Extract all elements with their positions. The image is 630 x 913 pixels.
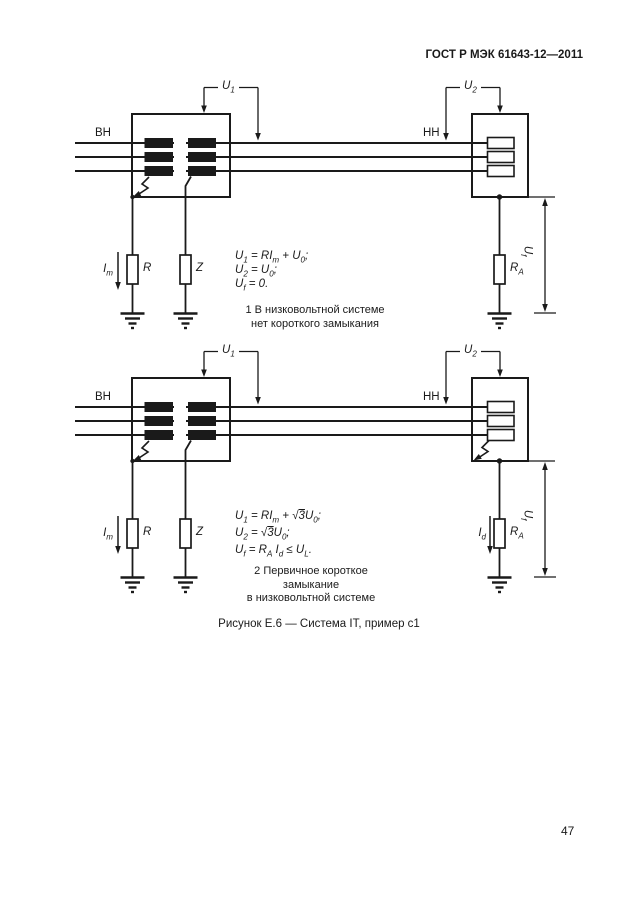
- page-number: 47: [561, 824, 575, 838]
- resistor-r-label: R: [143, 526, 152, 538]
- note-2-line1: 2 Первичное короткое замыкание: [254, 565, 368, 591]
- hv-side-label: ВН: [95, 391, 111, 403]
- resistor-ra-label: $R_A$: [510, 262, 524, 277]
- diagram1-linework: [75, 88, 556, 329]
- uf-dimension-label: $U_f$: [519, 245, 534, 257]
- im-current-label: $I_m$: [103, 527, 113, 542]
- current-arrow-id-icon: [487, 516, 493, 554]
- u1-voltage-label: $U_1$: [218, 344, 239, 360]
- formula-line: $U_2 = U_0$;: [235, 264, 277, 279]
- diagram2-linework: [75, 352, 556, 593]
- uf-dimension-label: $U_f$: [519, 509, 534, 521]
- hv-side-label: ВН: [95, 127, 111, 139]
- note-1-line2: нет короткого замыкания: [251, 317, 379, 330]
- note-2-line2: в низковольтной системе: [246, 592, 376, 604]
- formula-line: $U_1 = RI_m + U_0$;: [235, 250, 309, 265]
- formula-line: $U_2 = √3U_0$;: [235, 527, 290, 542]
- im-current-label: $I_m$: [103, 263, 113, 278]
- resistor-z-label: Z: [196, 262, 204, 274]
- note-1: [235, 304, 395, 331]
- u2-voltage-label: $U_2$: [460, 80, 481, 96]
- document-header: ГОСТ Р МЭК 61643-12—2011: [425, 49, 583, 61]
- formula-line: $U_f = 0$.: [235, 278, 269, 293]
- u1-voltage-label: $U_1$: [218, 80, 239, 96]
- figure-caption: Рисунок Е.6 — Система IT, пример с1: [218, 618, 420, 630]
- lv-side-label: НН: [423, 127, 440, 139]
- formula-line: $U_1 = RI_m + √3U_0$;: [235, 510, 321, 525]
- resistor-z-label: Z: [196, 526, 204, 538]
- resistor-ra-label: $R_A$: [510, 526, 524, 541]
- u2-voltage-label: $U_2$: [460, 344, 481, 360]
- lv-side-label: НН: [423, 391, 440, 403]
- formula-line: $U_f = R_A$ $I_d \le U_L$.: [235, 544, 312, 559]
- note-2: [231, 565, 391, 606]
- resistor-r-label: R: [143, 262, 152, 274]
- id-current-label: $I_d$: [478, 527, 486, 542]
- note-1-line1: 1 В низковольтной системе: [245, 304, 385, 316]
